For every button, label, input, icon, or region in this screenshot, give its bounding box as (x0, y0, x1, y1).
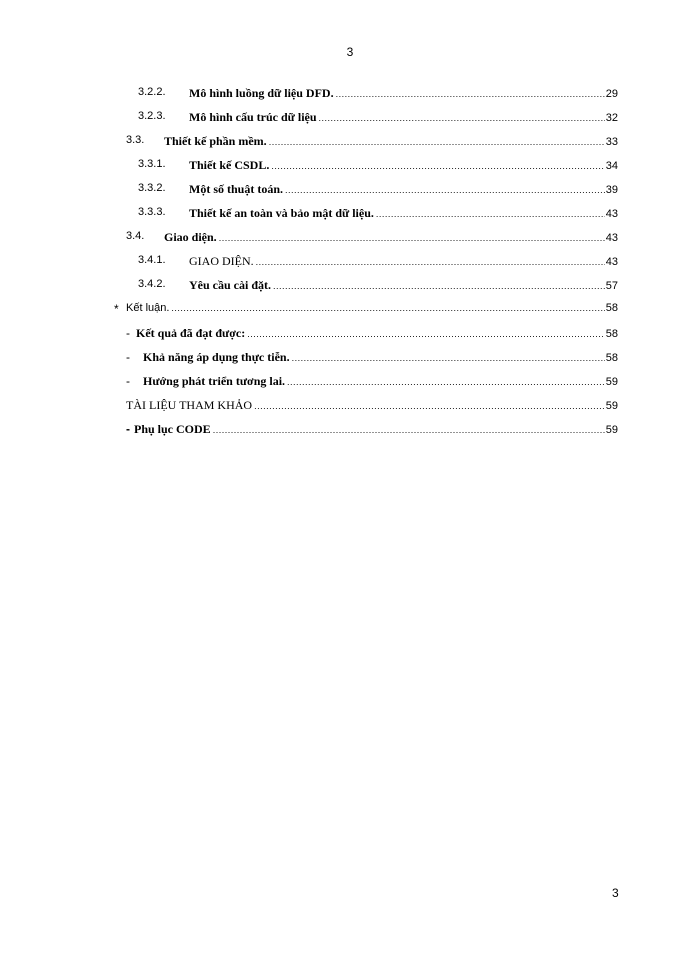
toc-number: 3.2.2. (138, 86, 166, 98)
toc-page: 58 (605, 302, 618, 314)
toc-leader (287, 377, 605, 387)
toc-entry-3-3-2[interactable] (0, 182, 618, 200)
toc-number: 3.3.1. (138, 158, 166, 170)
toc-number: 3.3. (126, 134, 145, 146)
toc-title: Thiết kế phần mềm. (164, 134, 267, 148)
toc-number: 3.2.3. (138, 110, 166, 122)
toc-page: 43 (605, 256, 618, 268)
toc-title: Thiết kế an toàn và bảo mật dữ liệu. (189, 206, 374, 220)
toc-bullet: - (126, 350, 130, 364)
toc-entry-ket-luan[interactable] (0, 302, 618, 320)
toc-number: 3.4.2. (138, 278, 166, 290)
toc-title: Mô hình cấu trúc dữ liệu (189, 110, 317, 124)
toc-leader (376, 209, 605, 219)
toc-page: 59 (605, 424, 618, 436)
toc-leader (254, 401, 605, 411)
toc-page: 39 (605, 184, 618, 196)
toc-bullet: - (126, 422, 130, 436)
toc-leader (273, 281, 605, 291)
toc-page: 43 (605, 208, 618, 220)
toc-page: 34 (605, 160, 618, 172)
toc-entry-3-3-3[interactable] (0, 206, 618, 224)
toc-page: 59 (605, 400, 618, 412)
toc-leader (269, 137, 605, 147)
toc-title: Khả năng áp dụng thực tiễn. (143, 350, 290, 364)
toc-title: Mô hình luồng dữ liệu DFD. (189, 86, 334, 100)
toc-entry-3-3[interactable] (0, 134, 618, 152)
toc-title: Thiết kế CSDL. (189, 158, 270, 172)
toc-entry-phu-luc[interactable] (0, 422, 618, 440)
toc-page: 29 (605, 88, 618, 100)
toc-entry-3-4[interactable] (0, 230, 618, 248)
toc-entry-3-4-2[interactable] (0, 278, 618, 296)
toc-leader (213, 425, 605, 435)
toc-bullet: - (126, 374, 130, 388)
header-page-number: 3 (346, 45, 354, 59)
toc-number: 3.3.3. (138, 206, 166, 218)
toc-title: Hướng phát triển tương lai. (143, 374, 286, 388)
toc-entry-3-2-3[interactable] (0, 110, 618, 128)
toc-leader (171, 303, 604, 313)
toc-leader (271, 161, 604, 171)
toc-page: 43 (605, 232, 618, 244)
toc-entry-huong-phat-trien[interactable] (0, 374, 618, 392)
toc-title: Kết quả đã đạt được: (136, 326, 246, 340)
toc-title: Một số thuật toán. (189, 182, 284, 196)
toc-page: 59 (605, 376, 618, 388)
toc-page: 33 (605, 136, 618, 148)
toc-title: Phụ lục CODE (134, 422, 211, 436)
toc-entry-3-2-2[interactable] (0, 86, 618, 104)
toc-page: 57 (605, 280, 618, 292)
toc-leader (336, 89, 605, 99)
toc-leader (319, 113, 605, 123)
toc-title: GIAO DIỆN. (189, 254, 254, 268)
toc-entry-3-3-1[interactable] (0, 158, 618, 176)
toc-leader (285, 185, 605, 195)
toc-title: Kết luận. (126, 302, 170, 314)
toc-leader (292, 353, 605, 363)
footer-page-number: 3 (612, 886, 619, 900)
toc-bullet: * (114, 302, 119, 316)
toc-page: 58 (605, 328, 618, 340)
toc-entry-tai-lieu[interactable] (0, 398, 618, 416)
toc-leader (247, 329, 605, 339)
toc-title: Giao diện. (164, 230, 217, 244)
toc-number: 3.4.1. (138, 254, 166, 266)
toc-entry-3-4-1[interactable] (0, 254, 618, 272)
toc-bullet: - (126, 326, 130, 340)
toc-number: 3.3.2. (138, 182, 166, 194)
toc-page: 58 (605, 352, 618, 364)
toc-leader (219, 233, 605, 243)
toc-title: TÀI LIỆU THAM KHẢO (126, 398, 253, 412)
toc-entry-kha-nang[interactable] (0, 350, 618, 368)
toc-number: 3.4. (126, 230, 145, 242)
toc-entry-ket-qua[interactable] (0, 326, 618, 344)
toc-page: 32 (605, 112, 618, 124)
toc-title: Yêu cầu cài đặt. (189, 278, 271, 292)
toc-leader (256, 257, 605, 267)
